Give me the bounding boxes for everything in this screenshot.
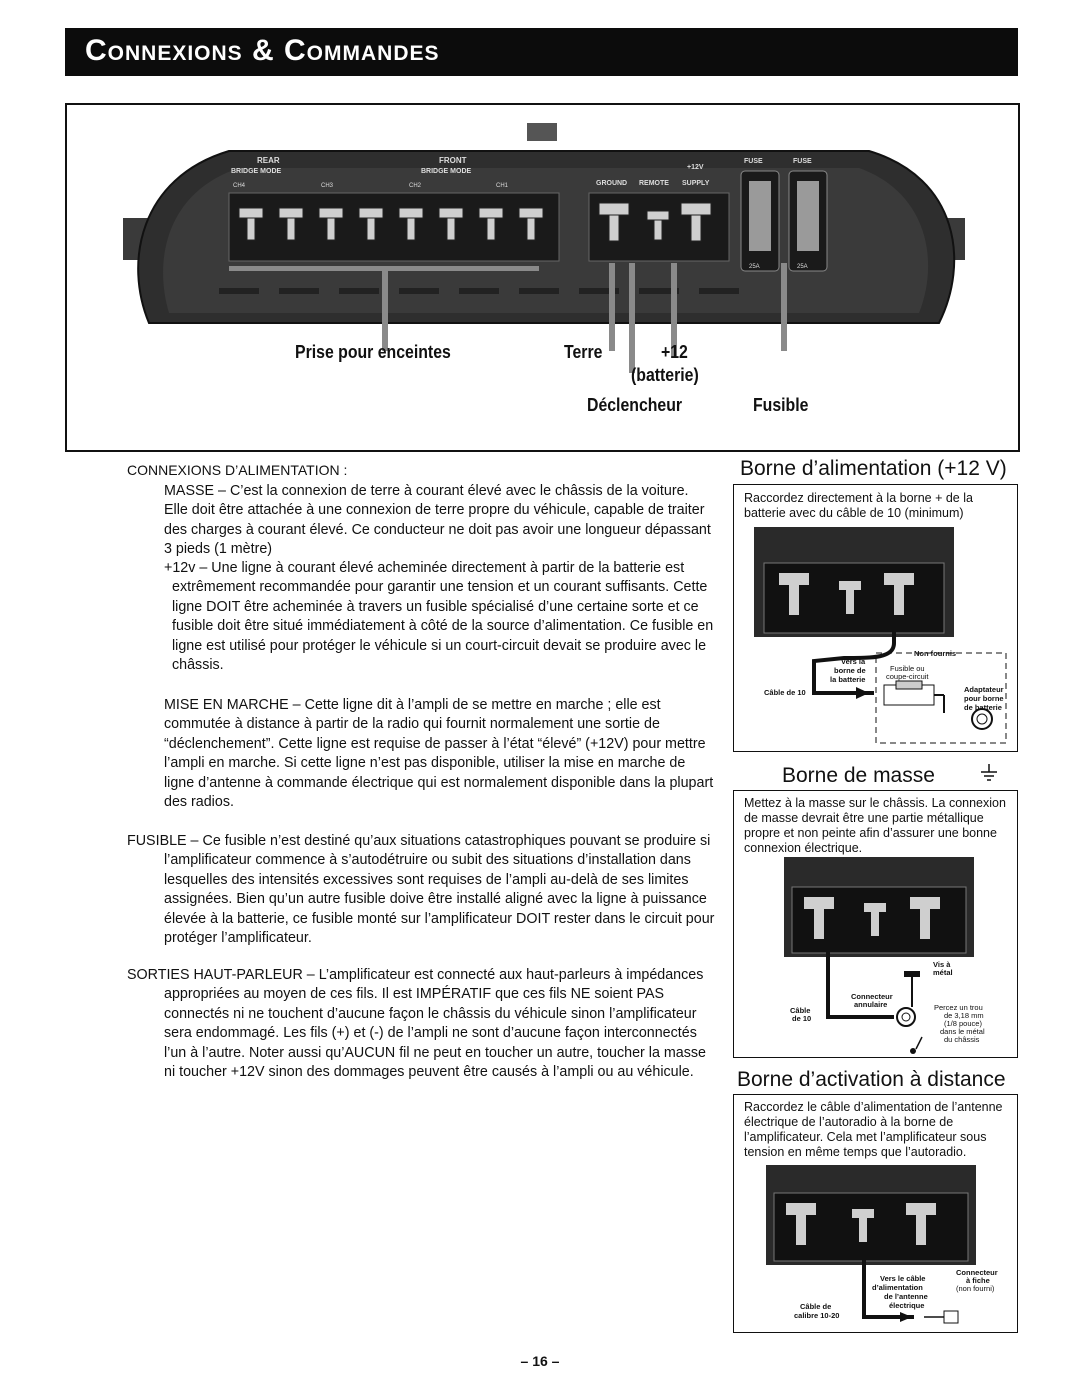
alim-adaptateur: Adaptateur: [964, 685, 1004, 694]
alim-panel-title: Borne d’alimentation (+12 V): [740, 457, 1007, 480]
fuse-rating-2: 25A: [797, 264, 808, 270]
alim-coupe-circuit: coupe-circuit: [886, 672, 929, 681]
ch2-label: CH2: [409, 183, 422, 189]
masse-vis-a: Vis à: [933, 960, 951, 969]
page-title: Connexions & Commandes: [85, 34, 440, 67]
masse-cable: Câble: [790, 1006, 811, 1015]
remote-connecteur: Connecteur: [956, 1268, 998, 1277]
bridge-mode-rear-label: BRIDGE MODE: [231, 168, 282, 175]
alim-diagram: [734, 523, 1017, 751]
fuse-label-1: FUSE: [744, 158, 763, 165]
remote-d-alim: d’alimentation: [872, 1283, 923, 1292]
masse-connecteur: Connecteur: [851, 992, 893, 1001]
remote-panel-text: Raccordez le câble d’alimentation de l’antenne électrique de l’autoradio à la borne de l’amplificateur. Cela met l’amplificateur sous tension en même temps que l’autoradio.: [744, 1100, 1003, 1159]
v12-label: +12v –: [164, 560, 208, 576]
remote-vers-cable: Vers le câble: [880, 1274, 926, 1283]
callout-speakers: Prise pour enceintes: [295, 342, 451, 362]
rear-label: REAR: [257, 156, 280, 165]
alim-la-batterie: la batterie: [830, 675, 866, 684]
page-header-bar: [65, 28, 1018, 76]
callout-ground: Terre: [564, 342, 603, 362]
ch3-label: CH3: [321, 183, 334, 189]
front-label: FRONT: [439, 156, 467, 165]
alim-non-fournis: Non fournis: [914, 649, 957, 658]
marche-label: MISE EN MARCHE –: [164, 697, 301, 713]
sorties-label: SORTIES HAUT-PARLEUR –: [127, 967, 315, 983]
remote-label: REMOTE: [639, 180, 669, 187]
alim-cable10: Câble de 10: [764, 688, 806, 697]
alim-pour-borne: pour borne: [964, 694, 1004, 703]
remote-electrique: électrique: [889, 1301, 925, 1310]
fuse-rating-1: 25A: [749, 264, 760, 270]
fuse-label-2: FUSE: [793, 158, 812, 165]
masse-percez-1: Percez un trou: [934, 1003, 983, 1012]
masse-percez-3: (1/8 pouce): [944, 1019, 982, 1028]
supply-label: SUPPLY: [682, 180, 710, 187]
callout-trigger: Déclencheur: [587, 395, 683, 415]
alim-vers-la: Vers la: [841, 657, 866, 666]
fusible-text: Ce fusible n’est destiné qu’aux situations catastrophiques pouvant se produire si l’amplificateur commence à s’autodétruire ou subit des situations d’installation dans lesquelles des intensités excessives sont requises de l’ampli au-delà de ses limites assignées. Bien qu’un autre fusible doive être installé aligné avec la ligne à puissance élevée à la batterie, ce fusible monté sur l’amplificateur DOIT rester dans le circuit pour protéger l’amplificateur.: [164, 833, 715, 947]
remote-de-antenne: de l’antenne: [884, 1292, 928, 1301]
v12-paragraph: [164, 559, 724, 675]
masse-label: MASSE –: [164, 483, 226, 499]
amplifier-figure: [65, 103, 1020, 452]
sorties-paragraph: [127, 966, 716, 1082]
masse-panel: [733, 790, 1018, 1058]
remote-non-fourni: (non fourni): [956, 1284, 995, 1293]
bridge-mode-front-label: BRIDGE MODE: [421, 168, 472, 175]
masse-annulaire: annulaire: [854, 1000, 888, 1009]
remote-panel: [733, 1094, 1018, 1333]
remote-cable-de: Câble de: [800, 1302, 832, 1311]
fusible-label: FUSIBLE –: [127, 833, 199, 849]
masse-percez-5: du châssis: [944, 1035, 980, 1044]
marche-text: Cette ligne dit à l’ampli de se mettre en marche ; elle est commutée à distance à partir de la radio qui fournit normalement une sortie de “déclenchement”. Cette ligne est requise de passer à l’état “élevé” (+12V) pour mettre l’ampli en marche. Si cette ligne n’est pas disponible, utiliser la mise en marche de ligne d’antenne à commande électrique qui est normalement disponible dans la plupart des radios.: [164, 697, 714, 811]
remote-diagram: [734, 1165, 1017, 1332]
masse-panel-text: Mettez à la masse sur le châssis. La connexion de masse devrait être une partie métallique propre et non peinte afin d’assurer une bonne connexion électrique.: [744, 796, 1006, 855]
alim-fusible-ou: Fusible ou: [890, 664, 925, 673]
fusible-paragraph: [127, 832, 716, 948]
v12-text: Une ligne à courant élevé acheminée directement à partir de la batterie est extrêmement recommandée pour garantir une tension et un courant suffisants. Cette ligne DOIT être acheminée à travers un fusible spécialisé d’une certaine sorte et ce fusible doit être situé immédiatement à côté de la source d’alimentation. Ce fusible en ligne est utilisé pour protéger le véhicule si un court-circuit devait se produire avec le châssis.: [172, 560, 714, 674]
masse-text: C’est la connexion de terre à courant élevé avec le châssis de la voiture. Elle doit être attachée à une connexion de terre propre du véhicule, capable de traiter des charges à courant élevé. Ce conducteur ne doit pas avoir une longueur dépassant 3 pieds (1 mètre): [164, 483, 711, 558]
amplifier-illustration: [109, 123, 979, 373]
callout-fuse: Fusible: [753, 395, 809, 415]
alim-de-batterie: de batterie: [964, 703, 1002, 712]
ground-symbol-icon: [978, 762, 1000, 784]
masse-metal: métal: [933, 968, 953, 977]
ground-label: GROUND: [596, 180, 628, 187]
page-number: – 16 –: [520, 1353, 560, 1369]
alim-panel-text: Raccordez directement à la borne + de la batterie avec du câble de 10 (minimum): [744, 491, 973, 520]
remote-calibre: calibre 10-20: [794, 1311, 840, 1320]
remote-panel-title: Borne d’activation à distance: [737, 1068, 1006, 1091]
ch1-label: CH1: [496, 183, 509, 189]
masse-percez-4: dans le métal: [940, 1027, 985, 1036]
sorties-text: L’amplificateur est connecté aux haut-parleurs à impédances appropriées au moyen de ces fils. Il est IMPÉRATIF que ces fils NE soient PAS connectés ni ne touchent d’aucune façon le châssis du véhicule sinon l’amplificateur sera endommagé. Les fils (+) et (-) de l’ampli ne sont d’aucune façon interconnectés l’un à l’autre. Noter aussi qu’AUCUN fil ne peut en toucher un autre, toucher la masse ni toucher +12V sinon des dommages peuvent être causés à l’ampli ou au véhicule.: [164, 967, 706, 1081]
ch4-label: CH4: [233, 183, 246, 189]
remote-a-fiche: à fiche: [966, 1276, 990, 1285]
alim-borne-de: borne de: [834, 666, 866, 675]
callout-battery: (batterie): [631, 365, 699, 385]
masse-percez-2: de 3,18 mm: [944, 1011, 984, 1020]
masse-de10: de 10: [792, 1014, 812, 1023]
alim-panel: [733, 484, 1018, 752]
masse-paragraph: [164, 482, 716, 560]
section-title: CONNEXIONS D’ALIMENTATION :: [127, 462, 348, 478]
masse-panel-title: Borne de masse: [782, 764, 935, 787]
callout-plus12: +12: [661, 342, 688, 362]
plus12v-label: +12V: [687, 164, 704, 171]
marche-paragraph: [164, 696, 716, 812]
